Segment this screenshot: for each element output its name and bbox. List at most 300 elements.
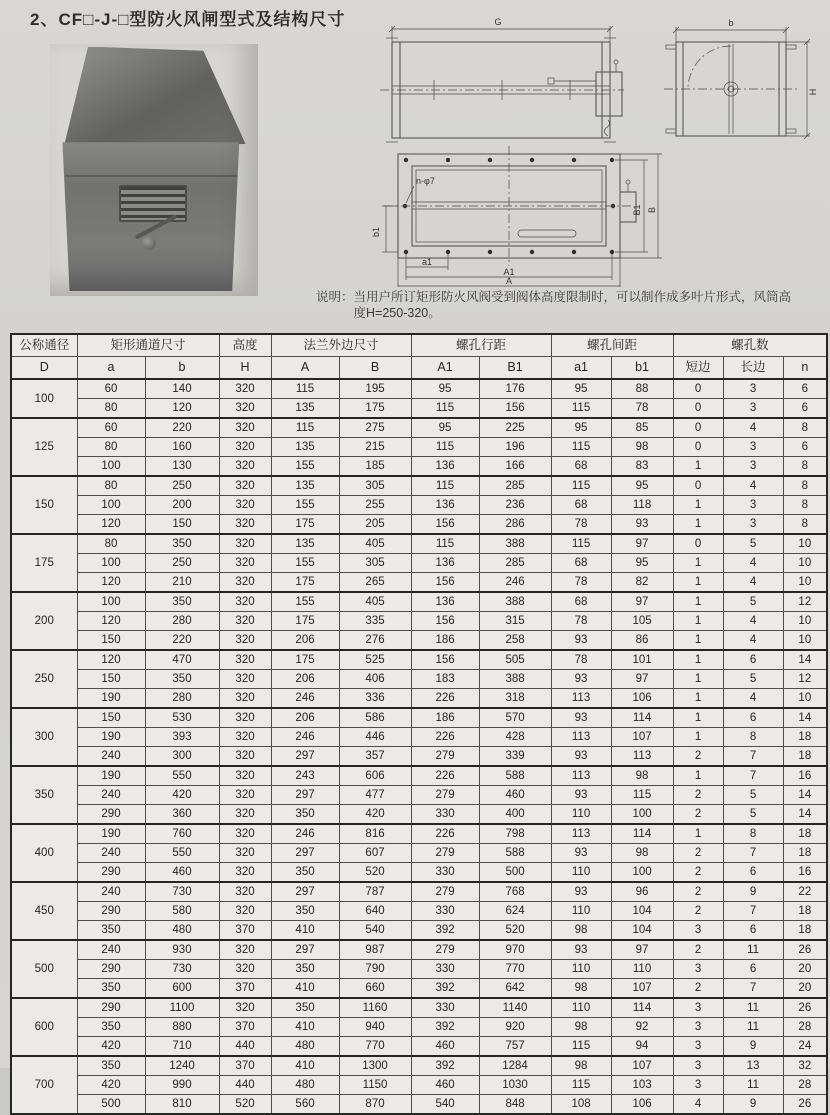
value-cell: 95	[611, 476, 673, 496]
value-cell: 96	[611, 882, 673, 902]
front-dim-top-label: G	[494, 17, 502, 27]
subheader-D: D	[11, 357, 77, 380]
table-row	[11, 573, 827, 593]
value-cell: 370	[219, 1018, 271, 1037]
value-cell: 1	[673, 515, 723, 535]
note-label: 说明：	[316, 290, 354, 304]
value-cell: 113	[611, 747, 673, 767]
value-cell: 320	[219, 515, 271, 535]
value-cell: 110	[551, 902, 611, 921]
value-cell: 320	[219, 786, 271, 805]
value-cell: 14	[783, 805, 827, 825]
value-cell: 5	[723, 805, 783, 825]
value-cell: 258	[479, 631, 551, 651]
value-cell: 770	[339, 1037, 411, 1057]
value-cell: 175	[271, 573, 339, 593]
value-cell: 3	[673, 1018, 723, 1037]
value-cell: 78	[551, 650, 611, 670]
value-cell: 93	[551, 708, 611, 728]
photo-shadow	[50, 44, 258, 296]
subheader-n: n	[783, 357, 827, 380]
value-cell: 290	[77, 863, 145, 883]
value-cell: 93	[551, 882, 611, 902]
value-cell: 8	[783, 515, 827, 535]
value-cell: 550	[145, 766, 219, 786]
nominal-diameter-cell: 400	[11, 824, 77, 882]
value-cell: 500	[479, 863, 551, 883]
value-cell: 297	[271, 882, 339, 902]
value-cell: 350	[271, 998, 339, 1018]
value-cell: 4	[723, 573, 783, 593]
value-cell: 10	[783, 554, 827, 573]
value-cell: 136	[411, 496, 479, 515]
value-cell: 94	[611, 1037, 673, 1057]
value-cell: 113	[551, 728, 611, 747]
value-cell: 370	[219, 921, 271, 941]
value-cell: 300	[145, 747, 219, 767]
flange-hole-count-label: n-φ7	[416, 176, 435, 186]
value-cell: 14	[783, 650, 827, 670]
value-cell: 2	[673, 747, 723, 767]
value-cell: 5	[723, 592, 783, 612]
subheader-A1: A1	[411, 357, 479, 380]
value-cell: 1160	[339, 998, 411, 1018]
value-cell: 9	[723, 1037, 783, 1057]
value-cell: 150	[77, 670, 145, 689]
table-row	[11, 457, 827, 477]
value-cell: 14	[783, 786, 827, 805]
value-cell: 848	[479, 1095, 551, 1115]
value-cell: 240	[77, 747, 145, 767]
table-row	[11, 1095, 827, 1115]
value-cell: 410	[271, 979, 339, 999]
value-cell: 4	[723, 631, 783, 651]
value-cell: 186	[411, 708, 479, 728]
value-cell: 93	[551, 940, 611, 960]
value-cell: 155	[271, 496, 339, 515]
value-cell: 297	[271, 747, 339, 767]
value-cell: 2	[673, 979, 723, 999]
value-cell: 790	[339, 960, 411, 979]
value-cell: 480	[271, 1037, 339, 1057]
value-cell: 236	[479, 496, 551, 515]
value-cell: 320	[219, 863, 271, 883]
value-cell: 93	[551, 670, 611, 689]
value-cell: 405	[339, 534, 411, 554]
nominal-diameter-cell: 700	[11, 1056, 77, 1114]
value-cell: 1240	[145, 1056, 219, 1076]
value-cell: 115	[611, 786, 673, 805]
table-row	[11, 902, 827, 921]
value-cell: 3	[673, 998, 723, 1018]
value-cell: 330	[411, 902, 479, 921]
value-cell: 97	[611, 940, 673, 960]
value-cell: 78	[551, 515, 611, 535]
header-hole-row-pitch: 螺孔行距	[411, 334, 551, 357]
value-cell: 570	[479, 708, 551, 728]
value-cell: 392	[411, 1018, 479, 1037]
value-cell: 357	[339, 747, 411, 767]
value-cell: 115	[551, 534, 611, 554]
value-cell: 7	[723, 747, 783, 767]
value-cell: 4	[723, 418, 783, 438]
table-row	[11, 1037, 827, 1057]
value-cell: 600	[145, 979, 219, 999]
value-cell: 1030	[479, 1076, 551, 1095]
front-view-drawing	[372, 14, 630, 146]
table-row	[11, 534, 827, 554]
value-cell: 1	[673, 631, 723, 651]
value-cell: 350	[271, 805, 339, 825]
value-cell: 5	[723, 670, 783, 689]
value-cell: 135	[271, 438, 339, 457]
value-cell: 480	[271, 1076, 339, 1095]
subheader-a1: a1	[551, 357, 611, 380]
table-row	[11, 960, 827, 979]
value-cell: 88	[611, 379, 673, 399]
value-cell: 115	[411, 476, 479, 496]
value-cell: 10	[783, 573, 827, 593]
value-cell: 95	[411, 379, 479, 399]
value-cell: 320	[219, 534, 271, 554]
value-cell: 7	[723, 844, 783, 863]
value-cell: 220	[145, 418, 219, 438]
value-cell: 104	[611, 921, 673, 941]
value-cell: 0	[673, 399, 723, 419]
value-cell: 0	[673, 476, 723, 496]
value-cell: 115	[551, 399, 611, 419]
value-cell: 6	[783, 379, 827, 399]
value-cell: 106	[611, 689, 673, 709]
value-cell: 166	[479, 457, 551, 477]
value-cell: 1	[673, 824, 723, 844]
value-cell: 115	[551, 1037, 611, 1057]
value-cell: 560	[271, 1095, 339, 1115]
value-cell: 280	[145, 689, 219, 709]
value-cell: 320	[219, 496, 271, 515]
value-cell: 5	[723, 534, 783, 554]
value-cell: 12	[783, 592, 827, 612]
value-cell: 20	[783, 960, 827, 979]
value-cell: 320	[219, 631, 271, 651]
value-cell: 1	[673, 554, 723, 573]
value-cell: 330	[411, 998, 479, 1018]
value-cell: 120	[77, 573, 145, 593]
value-cell: 250	[145, 476, 219, 496]
value-cell: 320	[219, 612, 271, 631]
value-cell: 336	[339, 689, 411, 709]
value-cell: 330	[411, 805, 479, 825]
value-cell: 798	[479, 824, 551, 844]
value-cell: 98	[611, 844, 673, 863]
value-cell: 136	[411, 457, 479, 477]
value-cell: 11	[723, 1076, 783, 1095]
value-cell: 110	[551, 998, 611, 1018]
value-cell: 113	[551, 824, 611, 844]
value-cell: 350	[77, 1018, 145, 1037]
value-cell: 215	[339, 438, 411, 457]
value-cell: 4	[673, 1095, 723, 1115]
value-cell: 190	[77, 728, 145, 747]
value-cell: 370	[219, 1056, 271, 1076]
value-cell: 370	[219, 979, 271, 999]
value-cell: 460	[411, 1076, 479, 1095]
value-cell: 320	[219, 592, 271, 612]
value-cell: 290	[77, 902, 145, 921]
value-cell: 392	[411, 1056, 479, 1076]
value-cell: 525	[339, 650, 411, 670]
value-cell: 78	[551, 612, 611, 631]
value-cell: 388	[479, 670, 551, 689]
value-cell: 290	[77, 960, 145, 979]
side-dim-right-label: H	[808, 88, 818, 96]
value-cell: 460	[145, 863, 219, 883]
value-cell: 520	[339, 863, 411, 883]
value-cell: 85	[611, 418, 673, 438]
value-cell: 82	[611, 573, 673, 593]
note-line1: 当用户所订矩形防火风阀受到阀体高度限制时，可以制作成多叶片形式，风筒高	[353, 290, 792, 304]
table-row	[11, 882, 827, 902]
value-cell: 160	[145, 438, 219, 457]
value-cell: 275	[339, 418, 411, 438]
value-cell: 95	[411, 418, 479, 438]
value-cell: 93	[551, 786, 611, 805]
nominal-diameter-cell: 600	[11, 998, 77, 1056]
value-cell: 176	[479, 379, 551, 399]
value-cell: 420	[339, 805, 411, 825]
value-cell: 136	[411, 592, 479, 612]
value-cell: 24	[783, 1037, 827, 1057]
value-cell: 186	[411, 631, 479, 651]
value-cell: 6	[723, 650, 783, 670]
table-row	[11, 438, 827, 457]
value-cell: 440	[219, 1037, 271, 1057]
value-cell: 276	[339, 631, 411, 651]
value-cell: 68	[551, 496, 611, 515]
value-cell: 97	[611, 592, 673, 612]
value-cell: 156	[479, 399, 551, 419]
value-cell: 115	[411, 438, 479, 457]
note-line2: 度H=250-320。	[353, 306, 441, 320]
subheader-A: A	[271, 357, 339, 380]
value-cell: 93	[551, 747, 611, 767]
value-cell: 98	[551, 1056, 611, 1076]
value-cell: 115	[551, 438, 611, 457]
value-cell: 3	[723, 457, 783, 477]
value-cell: 540	[339, 921, 411, 941]
value-cell: 280	[145, 612, 219, 631]
value-cell: 18	[783, 921, 827, 941]
value-cell: 100	[611, 805, 673, 825]
value-cell: 4	[723, 476, 783, 496]
value-cell: 80	[77, 534, 145, 554]
value-cell: 246	[271, 689, 339, 709]
value-cell: 206	[271, 708, 339, 728]
value-cell: 190	[77, 766, 145, 786]
value-cell: 880	[145, 1018, 219, 1037]
value-cell: 335	[339, 612, 411, 631]
value-cell: 3	[723, 379, 783, 399]
table-row	[11, 496, 827, 515]
product-photo	[50, 44, 258, 296]
value-cell: 320	[219, 998, 271, 1018]
value-cell: 190	[77, 824, 145, 844]
value-cell: 68	[551, 592, 611, 612]
value-cell: 240	[77, 786, 145, 805]
value-cell: 80	[77, 476, 145, 496]
value-cell: 1	[673, 650, 723, 670]
value-cell: 540	[411, 1095, 479, 1115]
value-cell: 350	[77, 921, 145, 941]
header-nominal-diameter: 公称通径	[11, 334, 77, 357]
value-cell: 642	[479, 979, 551, 999]
value-cell: 3	[723, 515, 783, 535]
value-cell: 8	[783, 418, 827, 438]
nominal-diameter-cell: 350	[11, 766, 77, 824]
nominal-diameter-cell: 250	[11, 650, 77, 708]
value-cell: 5	[723, 786, 783, 805]
value-cell: 4	[723, 612, 783, 631]
value-cell: 500	[77, 1095, 145, 1115]
value-cell: 246	[479, 573, 551, 593]
value-cell: 290	[77, 998, 145, 1018]
value-cell: 1150	[339, 1076, 411, 1095]
value-cell: 107	[611, 728, 673, 747]
table-row	[11, 476, 827, 496]
value-cell: 1	[673, 496, 723, 515]
value-cell: 770	[479, 960, 551, 979]
note-text	[354, 289, 792, 321]
value-cell: 420	[77, 1037, 145, 1057]
value-cell: 195	[339, 379, 411, 399]
value-cell: 320	[219, 805, 271, 825]
value-cell: 18	[783, 728, 827, 747]
value-cell: 200	[145, 496, 219, 515]
value-cell: 2	[673, 805, 723, 825]
value-cell: 196	[479, 438, 551, 457]
value-cell: 206	[271, 631, 339, 651]
nominal-diameter-cell: 200	[11, 592, 77, 650]
spec-table	[10, 333, 828, 1115]
value-cell: 8	[783, 496, 827, 515]
value-cell: 107	[611, 979, 673, 999]
subheader-long-side: 长边	[723, 357, 783, 380]
note	[316, 289, 821, 321]
value-cell: 206	[271, 670, 339, 689]
nominal-diameter-cell: 500	[11, 940, 77, 998]
value-cell: 2	[673, 786, 723, 805]
value-cell: 103	[611, 1076, 673, 1095]
header-flange-outer: 法兰外边尺寸	[271, 334, 411, 357]
subheader-B: B	[339, 357, 411, 380]
value-cell: 100	[77, 496, 145, 515]
value-cell: 320	[219, 418, 271, 438]
value-cell: 1100	[145, 998, 219, 1018]
value-cell: 28	[783, 1018, 827, 1037]
value-cell: 530	[145, 708, 219, 728]
value-cell: 32	[783, 1056, 827, 1076]
value-cell: 0	[673, 418, 723, 438]
value-cell: 93	[551, 844, 611, 863]
value-cell: 320	[219, 554, 271, 573]
value-cell: 588	[479, 766, 551, 786]
value-cell: 410	[271, 1018, 339, 1037]
value-cell: 970	[479, 940, 551, 960]
value-cell: 16	[783, 863, 827, 883]
value-cell: 115	[551, 476, 611, 496]
value-cell: 580	[145, 902, 219, 921]
flange-dim-a1-label: a1	[421, 257, 433, 267]
value-cell: 265	[339, 573, 411, 593]
value-cell: 255	[339, 496, 411, 515]
value-cell: 0	[673, 379, 723, 399]
value-cell: 115	[411, 399, 479, 419]
value-cell: 757	[479, 1037, 551, 1057]
table-row	[11, 1018, 827, 1037]
value-cell: 10	[783, 631, 827, 651]
value-cell: 110	[551, 805, 611, 825]
value-cell: 1	[673, 592, 723, 612]
value-cell: 26	[783, 998, 827, 1018]
value-cell: 393	[145, 728, 219, 747]
value-cell: 606	[339, 766, 411, 786]
value-cell: 320	[219, 902, 271, 921]
value-cell: 1140	[479, 998, 551, 1018]
value-cell: 8	[783, 457, 827, 477]
value-cell: 185	[339, 457, 411, 477]
value-cell: 470	[145, 650, 219, 670]
table-row	[11, 728, 827, 747]
value-cell: 183	[411, 670, 479, 689]
value-cell: 105	[611, 612, 673, 631]
table-row	[11, 554, 827, 573]
value-cell: 297	[271, 786, 339, 805]
value-cell: 9	[723, 882, 783, 902]
value-cell: 760	[145, 824, 219, 844]
subheader-H: H	[219, 357, 271, 380]
value-cell: 250	[145, 554, 219, 573]
value-cell: 135	[271, 476, 339, 496]
value-cell: 8	[723, 824, 783, 844]
value-cell: 28	[783, 1076, 827, 1095]
value-cell: 210	[145, 573, 219, 593]
value-cell: 115	[271, 379, 339, 399]
nominal-diameter-cell: 175	[11, 534, 77, 592]
value-cell: 460	[479, 786, 551, 805]
value-cell: 1	[673, 457, 723, 477]
table-row	[11, 612, 827, 631]
value-cell: 114	[611, 824, 673, 844]
value-cell: 305	[339, 476, 411, 496]
value-cell: 26	[783, 940, 827, 960]
value-cell: 320	[219, 824, 271, 844]
value-cell: 115	[551, 1076, 611, 1095]
value-cell: 0	[673, 438, 723, 457]
value-cell: 18	[783, 902, 827, 921]
value-cell: 279	[411, 882, 479, 902]
value-cell: 320	[219, 438, 271, 457]
value-cell: 226	[411, 766, 479, 786]
table-row	[11, 379, 827, 399]
value-cell: 120	[77, 612, 145, 631]
spec-table-body	[11, 379, 827, 1114]
value-cell: 98	[611, 766, 673, 786]
value-cell: 20	[783, 979, 827, 999]
table-row	[11, 708, 827, 728]
header-height: 高度	[219, 334, 271, 357]
value-cell: 3	[673, 1037, 723, 1057]
value-cell: 3	[723, 496, 783, 515]
